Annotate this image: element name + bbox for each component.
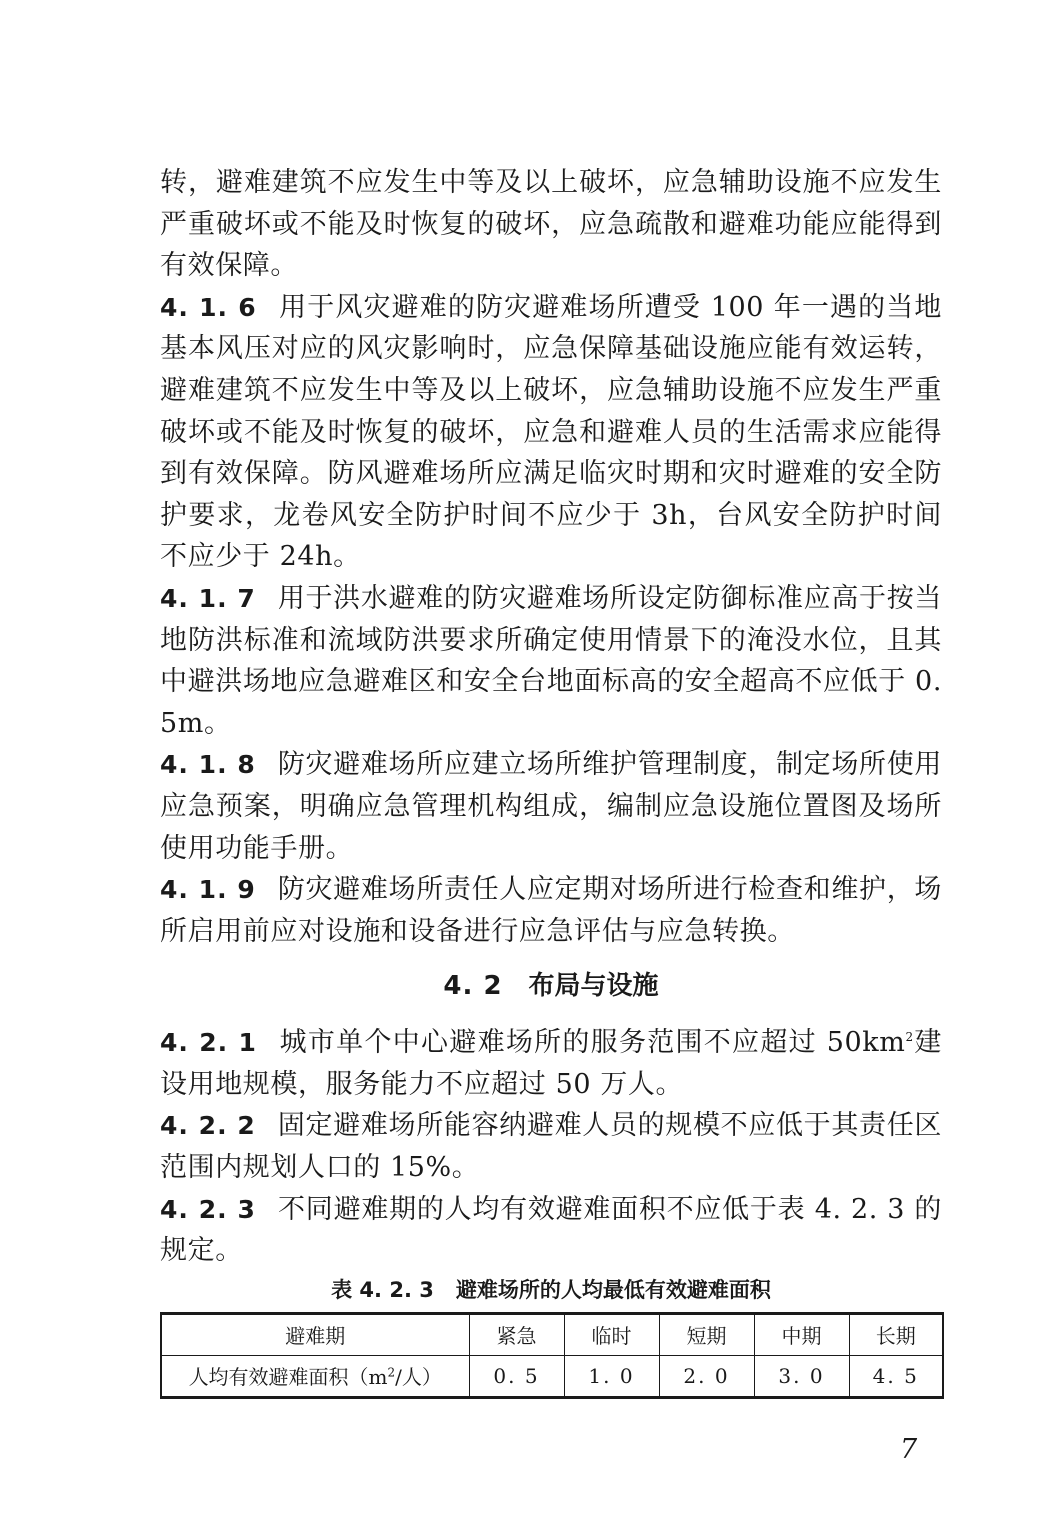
table-header-row bbox=[161, 1313, 943, 1355]
table-row-label bbox=[161, 1355, 469, 1397]
page-number: 7 bbox=[900, 1434, 918, 1465]
clause-number: 4. 2. 1 bbox=[160, 1028, 257, 1058]
shelter-area-table bbox=[160, 1312, 944, 1399]
table-header-cell: 中期 bbox=[754, 1313, 849, 1355]
row-label-text-continued: /人） bbox=[395, 1365, 442, 1390]
clause-text: 用于洪水避难的防灾避难场所设定防御标准应高于按当地防洪标准和流域防洪要求所确定使用情景下的淹没水位，且其中避洪场地应急避难区和安全台地面标高的安全超高不应低于 0. 5m。 bbox=[160, 582, 942, 739]
section-heading bbox=[160, 966, 942, 1006]
clause-4-1-9 bbox=[160, 869, 942, 952]
clause-4-1-8 bbox=[160, 744, 942, 869]
table-cell: 4. 5 bbox=[849, 1355, 943, 1397]
clause-number: 4. 1. 6 bbox=[160, 292, 257, 322]
clause-text-continued: 建设用地规模，服务能力不应超过 50 万人。 bbox=[160, 1027, 942, 1100]
superscript: 2 bbox=[905, 1030, 914, 1045]
clause-number: 4. 2. 3 bbox=[160, 1194, 256, 1224]
table-cell: 2. 0 bbox=[659, 1355, 754, 1397]
table-header-cell: 临时 bbox=[564, 1313, 659, 1355]
clause-4-1-6 bbox=[160, 287, 942, 578]
document-body bbox=[160, 162, 942, 1399]
clause-number: 4. 1. 9 bbox=[160, 875, 256, 905]
clause-number: 4. 2. 2 bbox=[160, 1111, 256, 1141]
clause-text: 固定避难场所能容纳避难人员的规模不应低于其责任区范围内规划人口的 15%。 bbox=[160, 1110, 942, 1184]
row-label-text: 人均有效避难面积（m bbox=[188, 1365, 388, 1390]
section-title: 布局与设施 bbox=[528, 971, 659, 1002]
clause-text: 不同避难期的人均有效避难面积不应低于表 4. 2. 3 的规定。 bbox=[160, 1193, 942, 1267]
table-row bbox=[161, 1355, 943, 1397]
paragraph-continuation bbox=[160, 162, 942, 287]
clause-text: 防灾避难场所责任人应定期对场所进行检查和维护，场所启用前应对设施和设备进行应急评估与应急转换。 bbox=[160, 874, 942, 947]
table-title: 避难场所的人均最低有效避难面积 bbox=[455, 1277, 771, 1302]
section-number: 4. 2 bbox=[443, 971, 503, 1002]
paragraph-text: 转，避难建筑不应发生中等及以上破坏，应急辅助设施不应发生严重破坏或不能及时恢复的破坏，应急疏散和避难功能应能得到有效保障。 bbox=[160, 167, 942, 282]
superscript: 2 bbox=[387, 1365, 396, 1380]
clause-4-2-1 bbox=[160, 1022, 942, 1105]
table-cell: 0. 5 bbox=[469, 1355, 564, 1397]
table-header-cell: 长期 bbox=[849, 1313, 943, 1355]
table-header-cell: 避难期 bbox=[161, 1313, 469, 1355]
clause-text: 用于风灾避难的防灾避难场所遭受 100 年一遇的当地基本风压对应的风灾影响时，应急保障基础设施应能有效运转，避难建筑不应发生中等及以上破坏，应急辅助设施不应发生严重破坏或不能及时恢复的破坏，应急和避难人员的生活需求应能得到有效保障。防风避难场所应满足临灾时期和灾时避难的安全防护要求，龙卷风安全防护时间不应少于 3h，台风安全防护时间不应少于 24h。 bbox=[160, 291, 942, 573]
clause-number: 4. 1. 8 bbox=[160, 750, 256, 780]
clause-number: 4. 1. 7 bbox=[160, 583, 256, 613]
table-cell: 3. 0 bbox=[754, 1355, 849, 1397]
table-header-cell: 紧急 bbox=[469, 1313, 564, 1355]
clause-4-2-2 bbox=[160, 1105, 942, 1188]
clause-4-2-3 bbox=[160, 1189, 942, 1272]
table-cell: 1. 0 bbox=[564, 1355, 659, 1397]
table-header-cell: 短期 bbox=[659, 1313, 754, 1355]
table-caption bbox=[160, 1274, 942, 1306]
table-number: 表 4. 2. 3 bbox=[331, 1277, 434, 1302]
clause-text: 防灾避难场所应建立场所维护管理制度，制定场所使用应急预案，明确应急管理机构组成，编制应急设施位置图及场所使用功能手册。 bbox=[160, 749, 942, 864]
clause-text: 城市单个中心避难场所的服务范围不应超过 50km bbox=[278, 1027, 906, 1059]
clause-4-1-7 bbox=[160, 578, 942, 744]
